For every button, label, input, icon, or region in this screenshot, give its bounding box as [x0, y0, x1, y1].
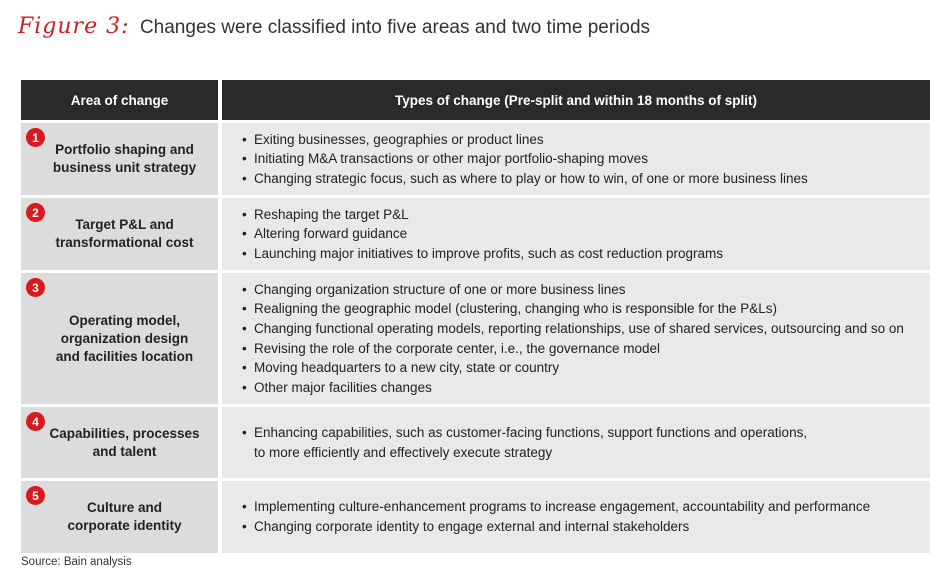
area-cell	[21, 481, 218, 553]
bullet-list	[242, 130, 808, 189]
types-cell	[222, 481, 930, 553]
list-item: • Changing strategic focus, such as where to play or how to win, of one or more business lines	[242, 169, 808, 189]
list-item: • Changing corporate identity to engage external and internal stakeholders	[242, 517, 870, 537]
area-label: Target P&L and transformational cost	[55, 217, 194, 250]
table-row	[21, 273, 930, 404]
figure-heading: Changes were classified into five areas and two time periods	[139, 17, 651, 38]
list-item: • Altering forward guidance	[242, 224, 723, 244]
list-item-continuation: to more efficiently and effectively execute strategy	[254, 444, 553, 460]
list-item: • Changing organization structure of one or more business lines	[242, 280, 904, 300]
bullet-list	[242, 280, 904, 398]
list-item: • Revising the role of the corporate center, i.e., the governance model	[242, 339, 904, 359]
table-row	[21, 407, 930, 478]
area-label: Capabilities, processes and talent	[49, 425, 200, 459]
number-badge: 2	[26, 203, 45, 222]
list-item: • Other major facilities changes	[242, 378, 904, 398]
number-badge: 5	[26, 486, 45, 505]
types-cell	[222, 198, 930, 270]
number-badge: 3	[26, 278, 45, 297]
figure-title	[18, 14, 650, 39]
header-area-of-change: Area of change	[21, 80, 218, 120]
bullet-list	[242, 205, 723, 264]
table-header	[21, 80, 930, 120]
source-note: Source: Bain analysis	[21, 556, 132, 568]
list-item: • Exiting businesses, geographies or product lines	[242, 130, 808, 150]
list-item: • Moving headquarters to a new city, state or country	[242, 358, 904, 378]
bullet-list	[242, 423, 807, 462]
table-row	[21, 481, 930, 553]
bullet-list	[242, 497, 870, 536]
area-cell	[21, 123, 218, 195]
types-cell	[222, 407, 930, 478]
area-cell	[21, 273, 218, 404]
list-item: • Initiating M&A transactions or other major portfolio-shaping moves	[242, 149, 808, 169]
table-row	[21, 198, 930, 270]
area-cell	[21, 407, 218, 478]
table-row	[21, 123, 930, 195]
area-cell	[21, 198, 218, 270]
figure-label: Figure 3:	[18, 14, 130, 39]
area-label: Operating model, organization design and facilities location	[55, 312, 194, 364]
list-item: • Enhancing capabilities, such as customer-facing functions, support functions and operations, to more efficiently and effectively execute strategy	[242, 423, 807, 462]
list-item: • Launching major initiatives to improve profits, such as cost reduction programs	[242, 244, 723, 264]
number-badge: 1	[26, 128, 45, 147]
list-item: • Implementing culture-enhancement programs to increase engagement, accountability and performance	[242, 497, 870, 517]
list-item: • Reshaping the target P&L	[242, 205, 723, 225]
list-item: • Changing functional operating models, reporting relationships, use of shared services, outsourcing and so on	[242, 319, 904, 339]
types-cell	[222, 123, 930, 195]
number-badge: 4	[26, 412, 45, 431]
area-label: Culture and corporate identity	[67, 500, 182, 533]
types-cell	[222, 273, 930, 404]
area-label: Portfolio shaping and business unit strategy	[52, 142, 197, 175]
header-types-of-change: Types of change (Pre-split and within 18 months of split)	[222, 80, 930, 120]
list-item: • Realigning the geographic model (clustering, changing who is responsible for the P&Ls)	[242, 299, 904, 319]
change-areas-table	[21, 80, 930, 556]
